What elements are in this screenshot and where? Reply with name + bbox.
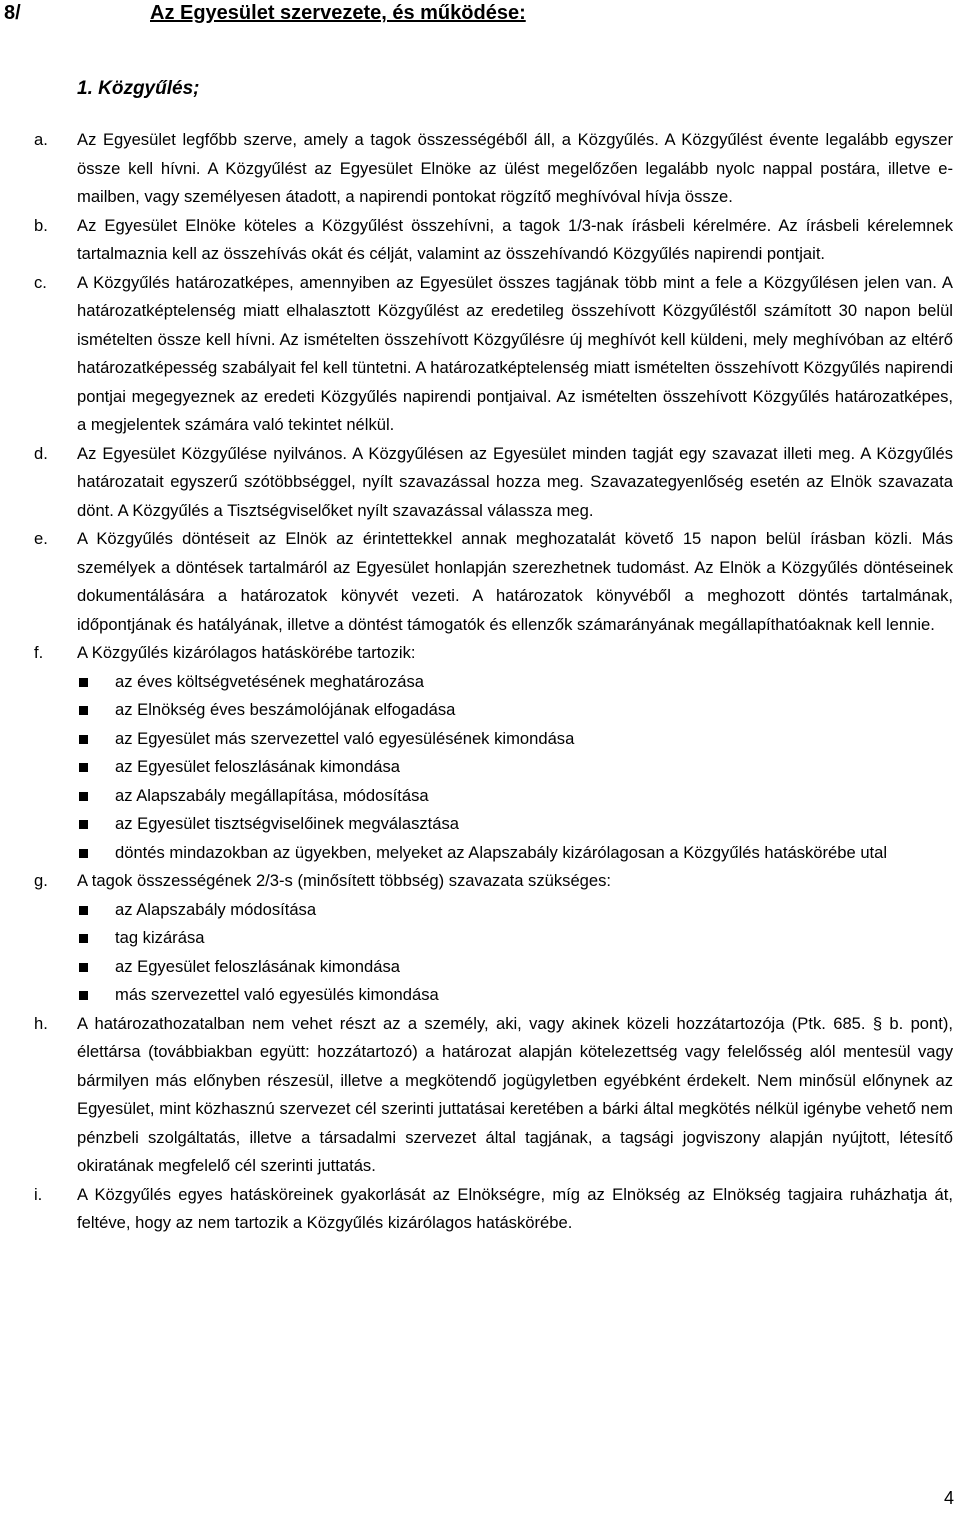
bullet-text: az Egyesület feloszlásának kimondása xyxy=(115,757,401,776)
bullet-text: az Egyesület más szervezettel való egyesülésének kimondása xyxy=(115,728,575,748)
clause-item xyxy=(0,1010,953,1181)
clause-letter: i. xyxy=(34,1184,43,1204)
bullet-text: az éves költségvetésének meghatározása xyxy=(115,671,425,691)
bullet-item xyxy=(77,981,953,1010)
square-bullet-icon xyxy=(79,735,88,744)
square-bullet-icon xyxy=(79,849,88,858)
bullet-text: az Egyesület feloszlásának kimondása xyxy=(115,956,401,976)
clause-letter: h. xyxy=(34,1013,48,1033)
clause-item xyxy=(0,212,953,269)
bullet-list xyxy=(77,896,953,1010)
page-number: 4 xyxy=(943,1488,954,1508)
bullet-item xyxy=(77,696,953,725)
clause-item xyxy=(0,639,953,867)
clause-text: A Közgyűlés döntéseit az Elnök az érintettekkel annak meghozatalát követő 15 napon belül írásban közli. Más személyek a döntések tartalmáról az Egyesület honlapján szerezhetnek tudomást. Az Elnök a Közgyűlés döntéseinek dokumentálására a határozatok könyvét vezeti. A határozatok könyvéből a meghozott döntés tartalmának, időpontjának és hatályának, illetve a döntést támogatók és ellenzők számarányának megállapíthatóaknak kell lennie. xyxy=(77,529,953,634)
clause-item xyxy=(0,867,953,1010)
clause-text: A tagok összességének 2/3-s (minősített többség) szavazata szükséges: xyxy=(77,871,612,890)
bullet-text: az Alapszabály módosítása xyxy=(115,899,317,919)
clause-text: Az Egyesület legfőbb szerve, amely a tagok összességéből áll, a Közgyűlés. A Közgyűlést évente legalább egyszer össze kell hívni. A Közgyűlést az Egyesület Elnöke az ülést megelőzően legalább nyolc nappal postára, illetve e-mailben, vagy személyesen átadott, a napirendi pontokat rögzítő meghívóval hívja össze. xyxy=(77,130,953,206)
bullet-item xyxy=(77,896,953,925)
square-bullet-icon xyxy=(79,906,88,915)
clause-letter: b. xyxy=(34,215,48,235)
bullet-item xyxy=(77,953,953,982)
clause-item xyxy=(0,440,953,526)
clause-letter: a. xyxy=(34,130,48,149)
section-title: Az Egyesület szervezete, és működése: xyxy=(150,2,526,24)
clause-item xyxy=(0,269,953,440)
bullet-item xyxy=(77,725,953,754)
clause-item xyxy=(0,1181,953,1238)
clause-item xyxy=(0,525,953,639)
clause-text: A Közgyűlés határozatképes, amennyiben az Egyesület összes tagjának több mint a fele a Közgyűlésen jelen van. A határozatképtelenség miatt elhalasztott Közgyűlést az eredetileg összehívott Közgyűléstől számított 30 napon belül ismételten össze kell hívni. Az ismételten összehívott Közgyűlésre új meghívót kell küldeni, mely meghívóban az eltérő határozatképesség szabályait fel kell tüntetni. A határozatképtelenség miatt ismételten összehívott Közgyűlés napirendi pontjai megegyeznek az eredeti Közgyűlés napirendi pontjaival. Az ismételten összehívott Közgyűlés határozatképes, a megjelentek számára való tekintet nélkül. xyxy=(77,272,953,434)
bullet-item xyxy=(77,924,953,953)
bullet-text: az Alapszabály megállapítása, módosítása xyxy=(115,785,429,805)
clause-list xyxy=(0,126,960,1238)
square-bullet-icon xyxy=(79,792,88,801)
bullet-item xyxy=(77,810,953,839)
bullet-text: az Elnökség éves beszámolójának elfogadása xyxy=(115,700,456,719)
clause-text: Az Egyesület Közgyűlése nyilvános. A Közgyűlésen az Egyesület minden tagját egy szavazat illeti meg. A Közgyűlés határozatait egyszerű szótöbbséggel, nyílt szavazással hozza meg. Szavazategyenlőség esetén az Elnök szavazata dönt. A Közgyűlés a Tisztségviselőket nyílt szavazással válassza meg. xyxy=(77,443,953,520)
square-bullet-icon xyxy=(79,963,88,972)
section-heading xyxy=(0,0,960,30)
subsection-title: 1. Közgyűlés; xyxy=(77,78,200,99)
bullet-item xyxy=(77,668,953,697)
clause-letter: g. xyxy=(34,871,48,890)
bullet-item xyxy=(77,753,953,782)
bullet-text: döntés mindazokban az ügyekben, melyeket az Alapszabály kizárólagosan a Közgyűlés hatáskörébe utal xyxy=(115,842,888,862)
clause-text: Az Egyesület Elnöke köteles a Közgyűlést összehívni, a tagok 1/3-nak írásbeli kérelmére. Az írásbeli kérelemnek tartalmaznia kell az összehívás okát és célját, valamint az összehívandó Közgyűlés napirendi pontjait. xyxy=(77,215,953,263)
square-bullet-icon xyxy=(79,763,88,772)
bullet-text: az Egyesület tisztségviselőinek megválasztása xyxy=(115,814,460,833)
section-number: 8/ xyxy=(4,2,21,24)
square-bullet-icon xyxy=(79,678,88,687)
bullet-item xyxy=(77,782,953,811)
square-bullet-icon xyxy=(79,991,88,1000)
clause-letter: c. xyxy=(34,272,47,292)
clause-text: A Közgyűlés egyes hatásköreinek gyakorlását az Elnökségre, míg az Elnökség az Elnökség tagjaira ruházhatja át, feltéve, hogy az nem tartozik a Közgyűlés kizárólagos hatáskörébe. xyxy=(77,1184,953,1232)
bullet-text: más szervezettel való egyesülés kimondása xyxy=(115,985,439,1004)
bullet-text: tag kizárása xyxy=(115,928,205,947)
clause-letter: d. xyxy=(34,443,48,463)
clause-text: A Közgyűlés kizárólagos hatáskörébe tartozik: xyxy=(77,643,416,662)
clause-letter: f. xyxy=(34,643,44,662)
clause-item xyxy=(0,126,953,212)
clause-text: A határozathozatalban nem vehet részt az a személy, aki, vagy akinek közeli hozzátartozója (Ptk. 685. § b. pont), élettársa (továbbiakban együtt: hozzátartozó) a határozat alapján kötelezettség vagy felelősség alól mentesül vagy bármilyen más előnyben részesül, illetve a megkötendő jogügyletben egyébként érdekelt. Nem minősül előnynek az Egyesület, mint közhasznú szervezet cél szerinti juttatásai keretében a bárki által megkötés nélkül igénybe vehető nem pénzbeli szolgáltatás, illetve a társadalmi szervezet által tagjának, a tagsági jogviszony alapján nyújtott, létesítő okiratának megfelelő cél szerinti juttatás. xyxy=(77,1013,953,1175)
clause-letter: e. xyxy=(34,529,48,548)
square-bullet-icon xyxy=(79,706,88,715)
bullet-list xyxy=(77,668,953,868)
bullet-item xyxy=(77,839,953,868)
square-bullet-icon xyxy=(79,934,88,943)
square-bullet-icon xyxy=(79,820,88,829)
